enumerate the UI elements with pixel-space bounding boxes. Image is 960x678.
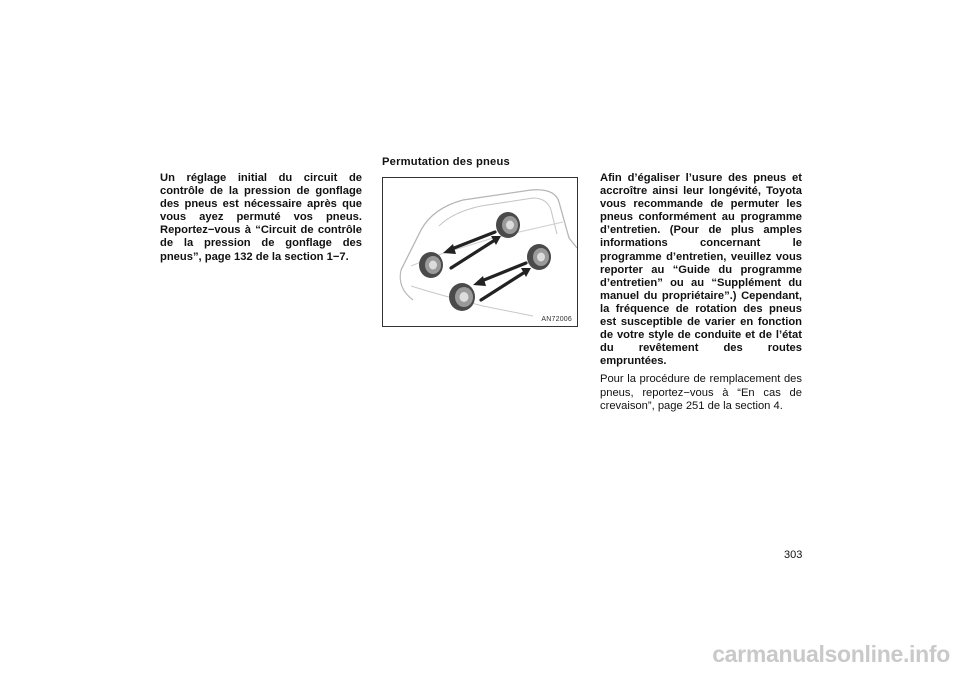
left-column-text: Un réglage initial du circuit de contrôle de la pression de gonflage des pneus est nécessaire après que vous ayez permuté vos pneus. Reportez−vous à “Circuit de contrôle de la pression de gonflage des pneus”, page 132 de la section 1−7. [160, 172, 362, 263]
tire-rotation-illustration [383, 178, 577, 326]
page-number: 303 [784, 549, 803, 561]
maintenance-paragraph: Afin d’égaliser l’usure des pneus et accroître ainsi leur longévité, Toyota vous recommande de permuter les pneus conformément au programme d’entretien. (Pour de plus amples informations concernant le programme d’entretien, veuillez vous reporter au “Guide du programme d’entretien” ou au “Supplément du manuel du propriétaire”.) Cependant, la fréquence de rotation des pneus est susceptible de varier en fonction de votre style de conduite et de l’état du revêtement des routes empruntées. [600, 172, 802, 368]
car-front-curve [400, 270, 413, 300]
tire-front-left-icon [419, 252, 443, 278]
watermark: carmanualsonline.info [712, 641, 950, 667]
tire-rear-right-icon [527, 244, 551, 270]
tire-rear-left-icon [496, 212, 520, 238]
tire-rotation-figure [382, 177, 578, 327]
figure-code: AN72006 [541, 316, 572, 323]
tire-front-right-icon [449, 283, 475, 311]
section-heading: Permutation des pneus [382, 156, 510, 168]
right-column [600, 172, 802, 413]
tire-replacement-paragraph: Pour la procédure de remplacement des pneus, reportez−vous à “En cas de crevaison”, page 251 de la section 4. [600, 373, 802, 412]
